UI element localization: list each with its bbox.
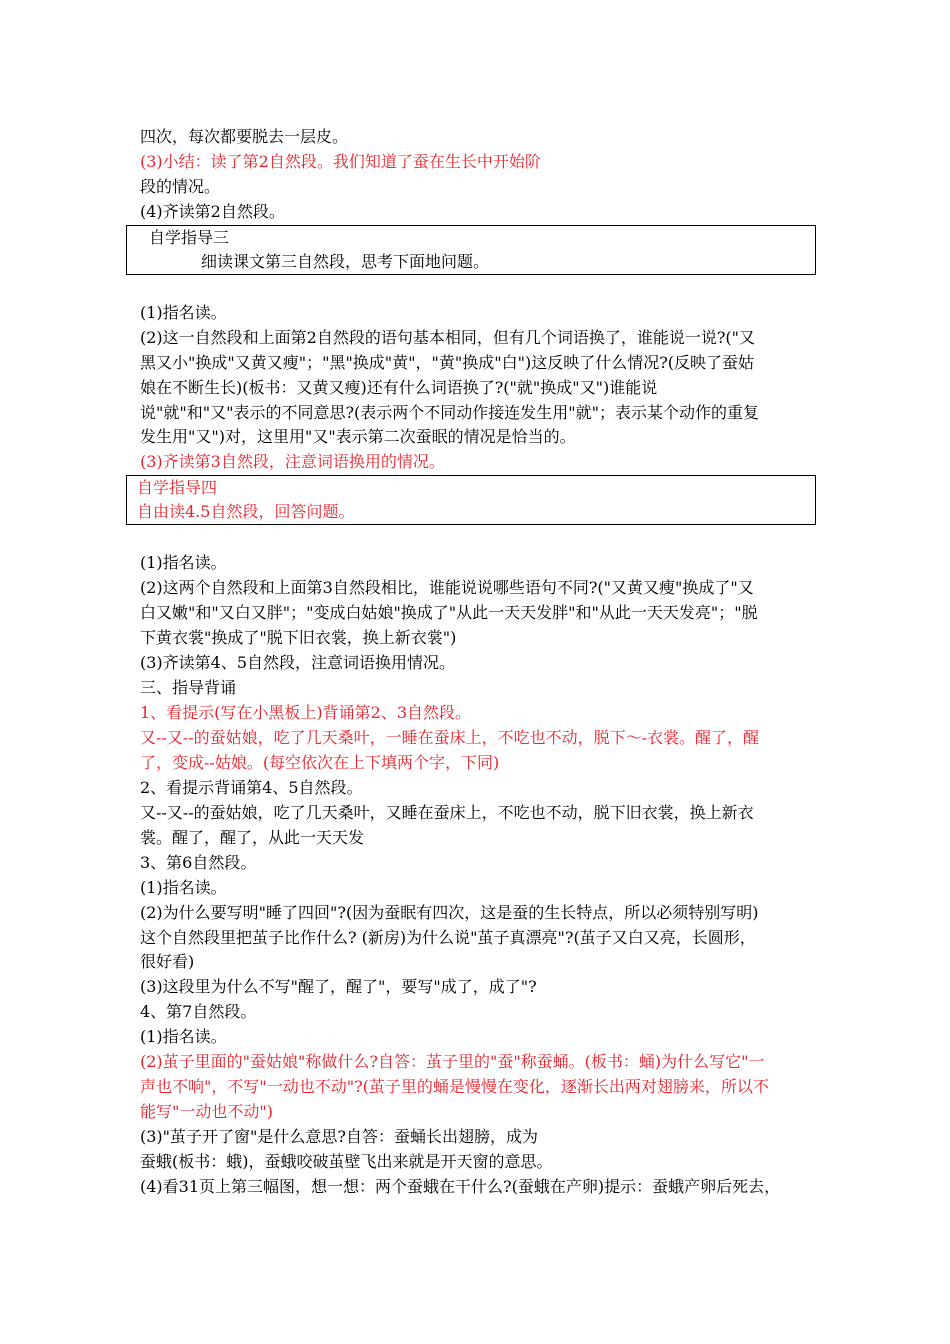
highlight-line: (3)齐读第3自然段，注意词语换用的情况。 [140, 452, 445, 471]
guide-3-text: 细读课文第三自然段，思考下面地问题。 [201, 252, 490, 271]
highlight-line: 1、看提示(写在小黑板上)背诵第2、3自然段。 [140, 703, 472, 722]
summary-line: (3)小结：读了第2自然段。我们知道了蚕在生长中开始阶 [140, 152, 541, 171]
text-line: 娘在不断生长)(板书：又黄又瘦)还有什么词语换了?("就"换成"又")谁能说 [140, 378, 658, 397]
text-line: (3)这段里为什么不写"醒了，醒了"，要写"成了，成了"? [140, 977, 537, 996]
highlight-line: 又--又--的蚕姑娘，吃了几天桑叶，一睡在蚕床上，不吃也不动，脱下～-衣裳。醒了，醒 [140, 728, 760, 747]
text-line: 又--又--的蚕姑娘，吃了几天桑叶，又睡在蚕床上，不吃也不动，脱下旧衣裳，换上新衣 [140, 803, 754, 822]
text-line: (1)指名读。 [140, 303, 227, 322]
text-line: 4、第7自然段。 [140, 1002, 257, 1021]
text-line: (4)齐读第2自然段。 [140, 202, 285, 221]
text-line: (1)指名读。 [140, 878, 227, 897]
text-line: 3、第6自然段。 [140, 853, 257, 872]
self-study-guide-3-box [126, 225, 816, 275]
text-line: 蚕蛾(板书：蛾)，蚕蛾咬破茧壁飞出来就是开天窗的意思。 [140, 1152, 553, 1171]
text-line: (3)齐读第4、5自然段，注意词语换用情况。 [140, 653, 456, 672]
guide-4-text: 自由读4.5自然段，回答问题。 [137, 502, 355, 521]
text-line: (3)"茧子开了窗"是什么意思?自答：蚕蛹长出翅膀，成为 [140, 1127, 538, 1146]
text-line: (4)看31页上第三幅图，想一想：两个蚕蛾在干什么?(蚕蛾在产卵)提示：蚕蛾产卵后死去， [140, 1177, 781, 1196]
guide-3-title: 自学指导三 [149, 228, 230, 247]
text-line: (2)为什么要写明"睡了四回"?(因为蚕眠有四次，这是蚕的生长特点，所以必须特别写明) [140, 903, 759, 922]
guide-4-title: 自学指导四 [137, 478, 218, 497]
text-line: 这个自然段里把茧子比作什么? (新房)为什么说"茧子真漂亮"?(茧子又白又亮，长圆形， [140, 928, 756, 947]
text-line: (1)指名读。 [140, 1027, 227, 1046]
highlight-line: 声也不响"，不写"一动也不动"?(茧子里的蛹是慢慢在变化，逐渐长出两对翅膀来，所以不 [140, 1077, 769, 1096]
text-line: 裳。醒了，醒了，从此一天天发 [140, 828, 365, 847]
highlight-line: 了，变成--姑娘。(每空依次在上下填两个字，下同) [140, 753, 500, 772]
text-line: (2)这一自然段和上面第2自然段的语句基本相同，但有几个词语换了，谁能说一说?("又 [140, 328, 756, 347]
text-line: 2、看提示背诵第4、5自然段。 [140, 778, 363, 797]
text-line: (1)指名读。 [140, 553, 227, 572]
highlight-line: (2)茧子里面的"蚕姑娘"称做什么?自答：茧子里的"蚕"称蚕蛹。(板书：蛹)为什么写它"一 [140, 1052, 765, 1071]
text-line: 发生用"又")对，这里用"又"表示第二次蚕眠的情况是恰当的。 [140, 427, 576, 446]
text-line: 白又嫩"和"又白又胖"；"变成白姑娘"换成了"从此一天天发胖"和"从此一天天发亮"；"脱 [140, 603, 758, 622]
text-line: 四次，每次都要脱去一层皮。 [140, 127, 349, 146]
text-line: 说"就"和"又"表示的不同意思?(表示两个不同动作接连发生用"就"；表示某个动作的重复 [140, 403, 759, 422]
text-line: 黑又小"换成"又黄又瘦"；"黑"换成"黄"，"黄"换成"白")这反映了什么情况?(反映了蚕姑 [140, 353, 755, 372]
text-line: 下黄衣裳"换成了"脱下旧衣裳，换上新衣裳") [140, 628, 457, 647]
section-heading: 三、指导背诵 [140, 678, 237, 697]
text-line: 段的情况。 [140, 177, 221, 196]
self-study-guide-4-box [126, 475, 816, 525]
highlight-line: 能写"一动也不动") [140, 1102, 273, 1121]
text-line: (2)这两个自然段和上面第3自然段相比，谁能说说哪些语句不同?("又黄又瘦"换成了"又 [140, 578, 754, 597]
text-line: 很好看) [140, 952, 195, 971]
